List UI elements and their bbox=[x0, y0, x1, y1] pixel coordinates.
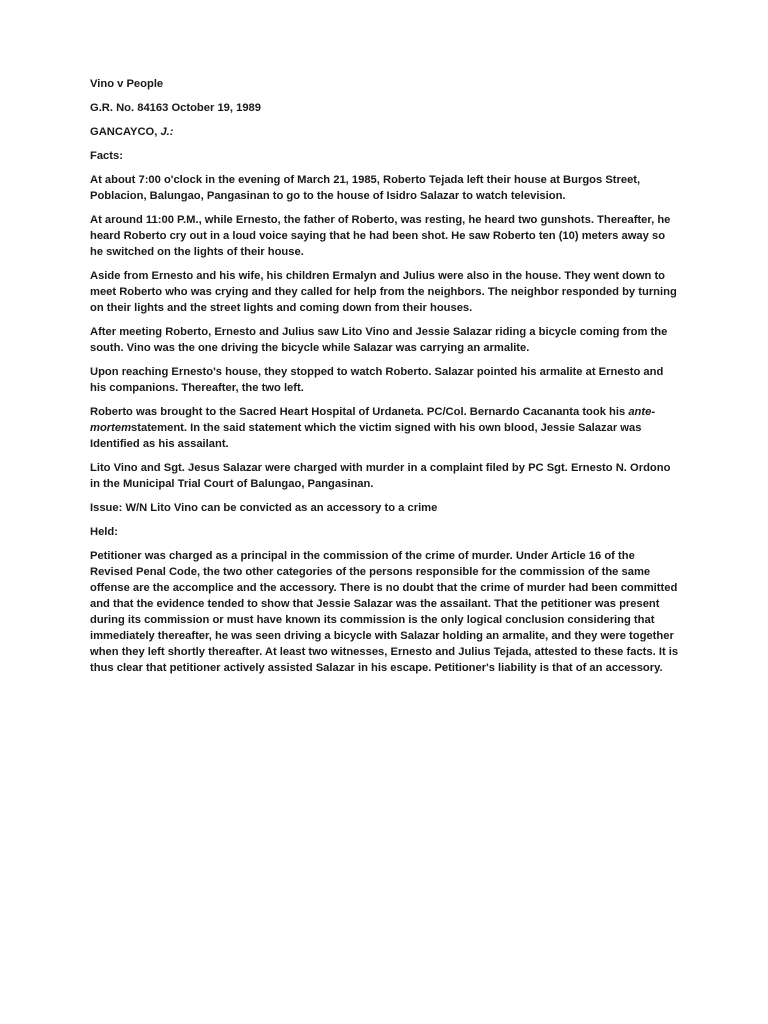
case-title: Vino v People bbox=[90, 78, 164, 90]
held-heading: Held: bbox=[90, 526, 118, 538]
case-citation: G.R. No. 84163 October 19, 1989 bbox=[90, 102, 262, 114]
issue-line: Issue: W/N Lito Vino can be convicted as an accessory to a crime bbox=[90, 502, 438, 514]
facts-paragraph-2: At around 11:00 P.M., while Ernesto, the father of Roberto, was resting, he heard two gunshots. Thereafter, he heard Roberto cry out in a loud voice saying that he had been shot. He saw Roberto ten (10) meters away so he switched on the lights of their house. bbox=[90, 214, 671, 258]
antemortem-text-after: statement. In the said statement which the victim signed with his own blood, Jessie Salazar was Identified as his assailant. bbox=[90, 422, 642, 450]
ponente-name: GANCAYCO, bbox=[90, 126, 158, 138]
ponente bbox=[90, 124, 680, 140]
facts-paragraph-3: Aside from Ernesto and his wife, his children Ermalyn and Julius were also in the house. They went down to meet Roberto who was crying and they called for help from the neighbors. The neighbor responded by turning on their lights and the street lights and coming down from their houses. bbox=[90, 270, 677, 314]
document-page bbox=[90, 76, 680, 684]
charge-paragraph: Lito Vino and Sgt. Jesus Salazar were charged with murder in a complaint filed by PC Sgt. Ernesto N. Ordono in the Municipal Trial Court of Balungao, Pangasinan. bbox=[90, 462, 671, 490]
antemortem-italic: ante-mortem bbox=[90, 406, 656, 434]
facts-paragraph-4: After meeting Roberto, Ernesto and Julius saw Lito Vino and Jessie Salazar riding a bicycle coming from the south. Vino was the one driving the bicycle while Salazar was carrying an armalite. bbox=[90, 326, 668, 354]
held-paragraph: Petitioner was charged as a principal in the commission of the crime of murder. Under Article 16 of the Revised Penal Code, the two other categories of the persons responsible for the commission of the same offense are the accomplice and the accessory. There is no doubt that the crime of murder had been committed and that the evidence tended to show that Jessie Salazar was the assailant. That the petitioner was present during its commission or must have known its commission is the only logical conclusion considering that immediately thereafter, he was seen driving a bicycle with Salazar holding an armalite, and they were together when they left shortly thereafter. At least two witnesses, Ernesto and Julius Tejada, attested to these facts. It is thus clear that petitioner actively assisted Salazar in his escape. Petitioner's liability is that of an accessory. bbox=[90, 550, 679, 674]
facts-paragraph-5: Upon reaching Ernesto's house, they stopped to watch Roberto. Salazar pointed his armalite at Ernesto and his companions. Thereafter, the two left. bbox=[90, 366, 664, 394]
facts-paragraph-1: At about 7:00 o'clock in the evening of March 21, 1985, Roberto Tejada left their house at Burgos Street, Poblacion, Balungao, Pangasinan to go to the house of Isidro Salazar to watch television. bbox=[90, 174, 641, 202]
facts-heading: Facts: bbox=[90, 150, 123, 162]
antemortem-paragraph bbox=[90, 404, 680, 452]
ponente-suffix: J.: bbox=[160, 126, 174, 138]
antemortem-text-before: Roberto was brought to the Sacred Heart Hospital of Urdaneta. PC/Col. Bernardo Cacananta took his bbox=[90, 406, 629, 418]
